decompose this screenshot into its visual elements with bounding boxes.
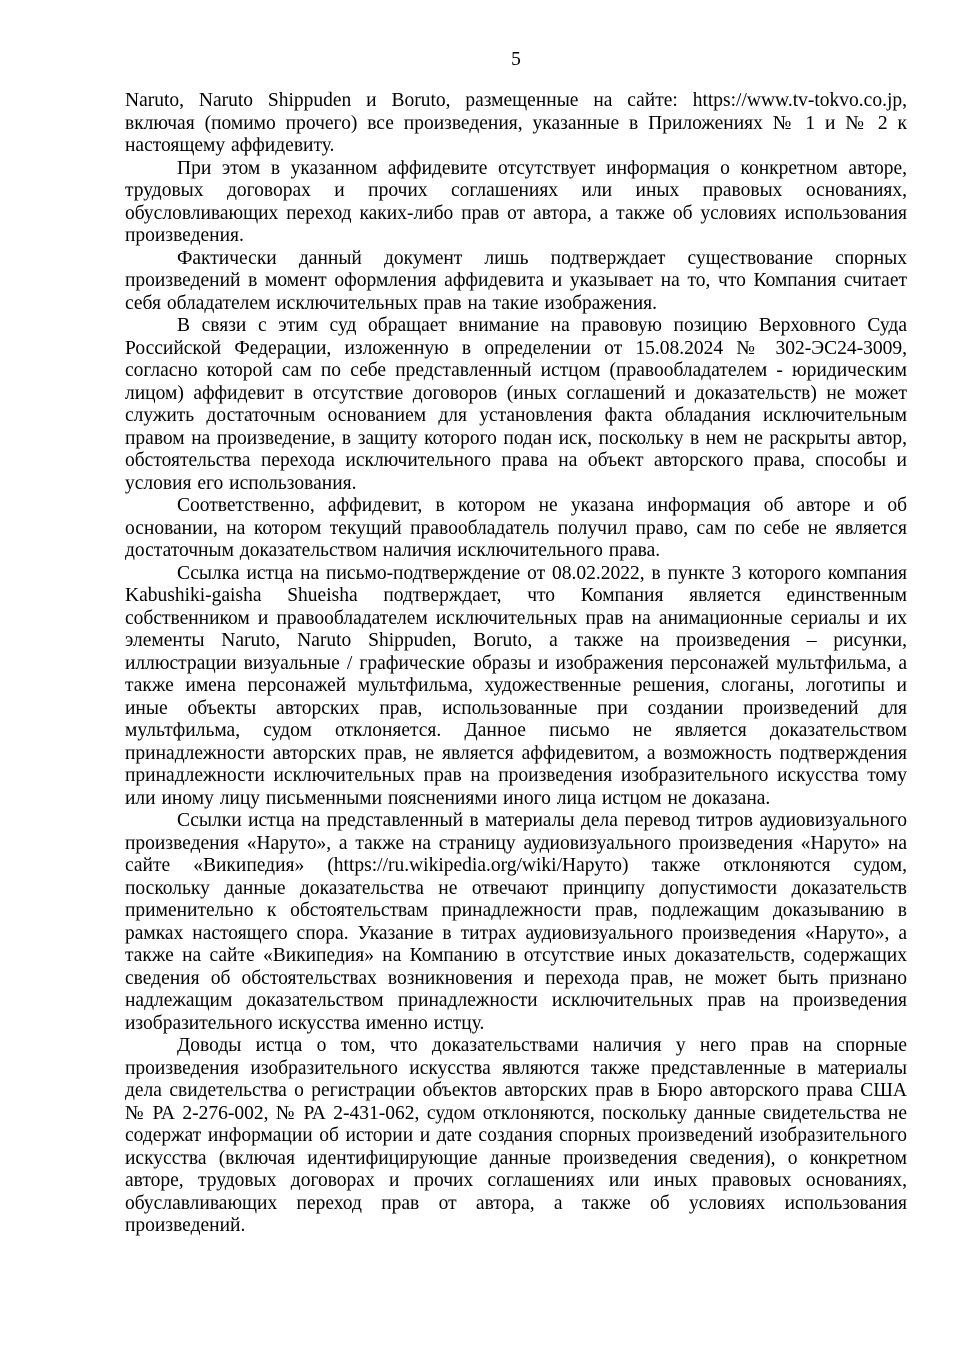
paragraph-credits-wikipedia-rejected: Ссылки истца на представленный в материалы дела перевод титров аудиовизуального произведения «Наруто», а также на страницу аудиовизуального произведения «Наруто» на сайте «Википедия» (https://ru.wikipedia.org/wiki/Наруто) также отклоняются судом, поскольку данные доказательства не отвечают принципу допустимости доказательств применительно к обстоятельствам принадлежности прав, подлежащим доказыванию в рамках настоящего спора. Указание в титрах аудиовизуального произведения «Наруто», а также на сайте «Википедия» на Компанию в отсутствие иных доказательств, содержащих сведения об обстоятельствах возникновения и перехода прав, не может быть признано надлежащим доказательством принадлежности исключительных прав на произведения изобразительного искусства именно истцу. [125, 810, 907, 1034]
paragraph-supreme-court-position: В связи с этим суд обращает внимание на правовую позицию Верховного Суда Российской Федерации, изложенную в определении от 15.08.2024 № 302-ЭС24-3009, согласно которой сам по себе представленный истцом (правообладателем - юридическим лицом) аффидевит в отсутствие договоров (иных соглашений и доказательств) не может служить достаточным основанием для установления факта обладания исключительным правом на произведение, в защиту которого подан иск, поскольку в нем не раскрыты автор, обстоятельства перехода исключительного права на объект авторского права, способы и условия его использования. [125, 315, 907, 494]
document-body [125, 90, 907, 1238]
paragraph-affidavit-insufficient: Соответственно, аффидевит, в котором не указана информация об авторе и об основании, на котором текущий правообладатель получил право, сам по себе не является достаточным доказательством наличия исключительного права. [125, 495, 907, 561]
paragraph-continuation: Naruto, Naruto Shippuden и Boruto, размещенные на сайте: https://www.tv-tokvo.co.jp, включая (помимо прочего) все произведения, указанные в Приложениях № 1 и № 2 к настоящему аффидевиту. [125, 90, 907, 156]
paragraph-confirmation-letter-rejected: Ссылка истца на письмо-подтверждение от 08.02.2022, в пункте 3 которого компания Kabushiki-gaisha Shueisha подтверждает, что Компания является единственным собственником и правообладателем исключительных прав на анимационные сериалы и их элементы Naruto, Naruto Shippuden, Boruto, а также на произведения – рисунки, иллюстрации визуальные / графические образы и изображения персонажей мультфильма, а также имена персонажей мультфильма, художественные решения, слоганы, логотипы и иные объекты авторских прав, использованные при создании произведений для мультфильма, судом отклоняется. Данное письмо не является доказательством принадлежности авторских прав, не является аффидевитом, а возможность подтверждения принадлежности исключительных прав на произведения изобразительного искусства тому или иному лицу письменными пояснениями иного лица истцом не доказана. [125, 562, 907, 809]
paragraph-document-only-confirms: Фактически данный документ лишь подтверждает существование спорных произведений в момент оформления аффидевита и указывает на то, что Компания считает себя обладателем исключительных прав на такие изображения. [125, 247, 907, 314]
paragraph-affidavit-missing-info: При этом в указанном аффидевите отсутствует информация о конкретном авторе, трудовых договорах и прочих соглашениях или иных правовых основаниях, обусловливающих переход каких-либо прав от автора, а также об условиях использования произведения. [125, 157, 907, 246]
paragraph-us-copyright-certificates-rejected: Доводы истца о том, что доказательствами наличия у него прав на спорные произведения изобразительного искусства являются также представленные в материалы дела свидетельства о регистрации объектов авторских прав в Бюро авторского права США № РА 2-276-002, № РА 2-431-062, судом отклоняются, поскольку данные свидетельства не содержат информации об истории и дате создания спорных произведений изобразительного искусства (включая идентифицирующие данные произведения сведения), о конкретном авторе, трудовых договорах и прочих соглашениях или иных правовых основаниях, обуславливающих переход прав от автора, а также об условиях использования произведений. [125, 1035, 907, 1236]
page-number: 5 [511, 49, 521, 70]
